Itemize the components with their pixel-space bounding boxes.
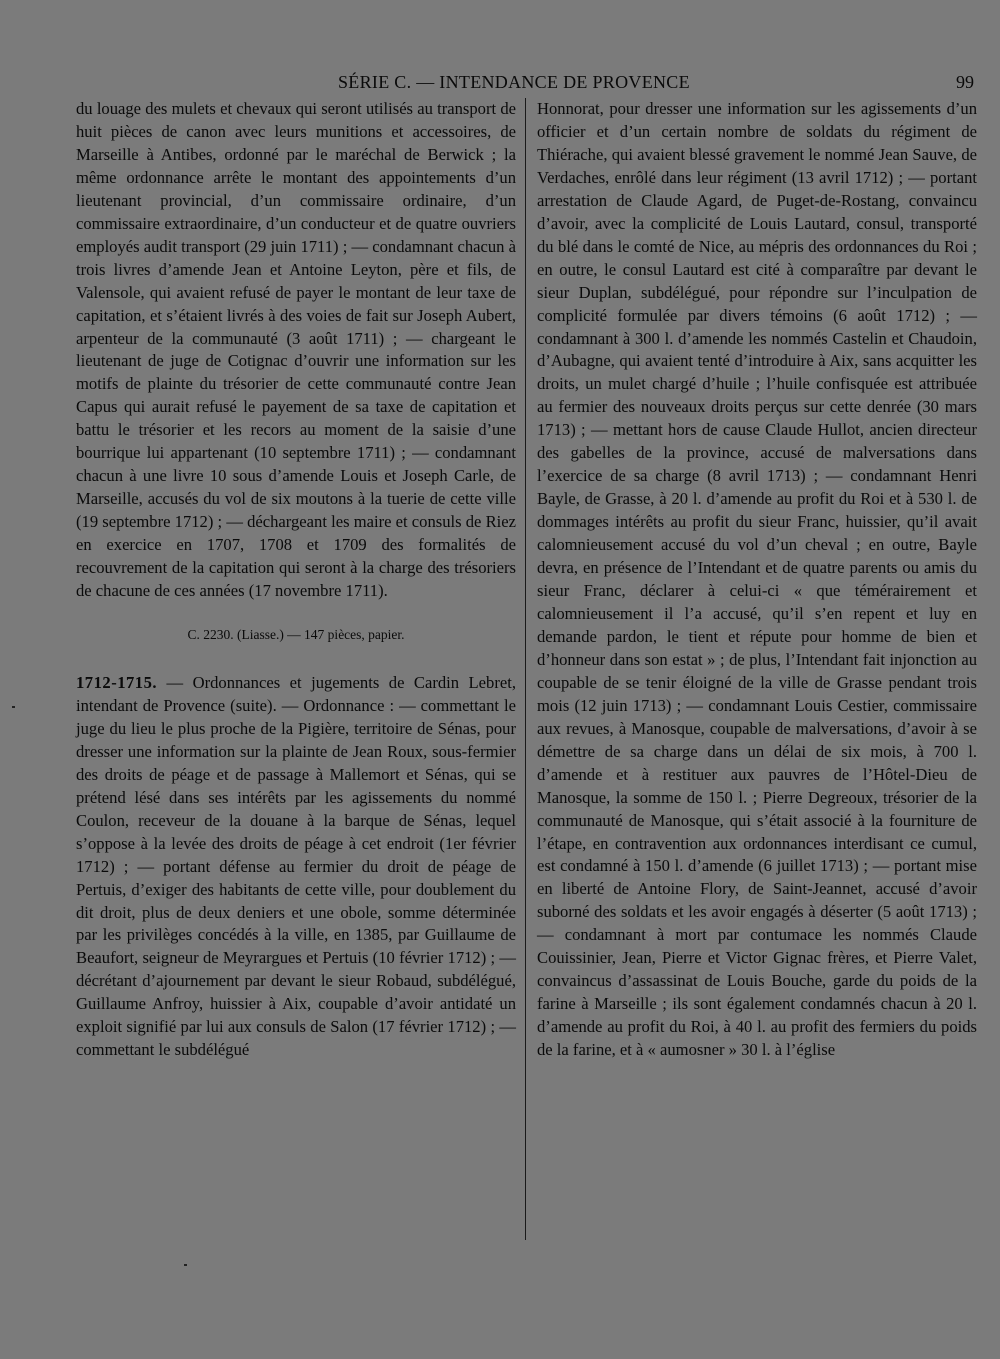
column-divider (525, 98, 526, 1240)
left-paragraph-1: du louage des mulets et chevaux qui seront utilisés au transport de huit pièces de canon avec leurs munitions et accessoires, de Marseille à Antibes, ordonné par le maréchal de Berwick ; la même ordonnance arrête le montant des appointements d’un lieutenant provincial, d’un commissaire ordinaire, d’un commissaire extraordinaire, d’un conducteur et de quatre ouvriers employés audit transport (29 juin 1711) ; — condamnant chacun à trois livres d’amende Jean et Antoine Leyton, père et fils, de Valensole, qui avaient refusé de payer le montant de leur taxe de capitation, et s’étaient livrés à des voies de fait sur Joseph Aubert, arpenteur de la communauté (3 août 1711) ; — chargeant le lieutenant de juge de Cotignac d’ouvrir une information sur les motifs de plainte du trésorier de cette communauté contre Jean Capus qui aurait refusé le payement de sa taxe de capitation et battu le trésorier et les recors au moment de la saisie d’une bourrique lui appartenant (10 septembre 1711) ; — condamnant chacun à une livre 10 sous d’amende Louis et Joseph Carle, de Marseille, accusés du vol de six moutons à la tuerie de cette ville (19 septembre 1712) ; — déchargeant les maire et consuls de Riez en exercice en 1707, 1708 et 1709 des formalités de recouvrement de la capitation qui seront à la charge des trésoriers de chacune de ces années (17 novembre 1711). (76, 99, 516, 601)
left-paragraph-2 (76, 672, 516, 1062)
right-paragraph-1: Honnorat, pour dresser une information sur les agissements d’un officier et d’un certain nombre de soldats du régiment de Thiérache, qui avaient blessé gravement le nommé Jean Sauve, de Verdaches, enrôlé dans leur régiment (13 avril 1712) ; — portant arrestation de Claude Agard, de Puget-de-Rostang, convaincu d’avoir, avec la complicité de Louis Lautard, consul, transporté du blé dans le comté de Nice, au mépris des ordonnances du Roi ; en outre, le consul Lautard est cité à comparaître par devant le sieur Duplan, subdélégué, pour répondre sur l’inculpation de complicité formulée par divers témoins (6 août 1712) ; — condamnant à 300 l. d’amende les nommés Castelin et Chaudoin, d’Aubagne, qui avaient tenté d’introduire à Aix, sans acquitter les droits, un mulet chargé d’huile ; l’huile confisquée est attribuée au fermier des nouveaux droits perçus sur cette denrée (30 mars 1713) ; — mettant hors de cause Claude Hullot, ancien directeur des gabelles de la province, accusé de malversations dans l’exercice de sa charge (8 avril 1713) ; — condamnant Henri Bayle, de Grasse, à 20 l. d’amende au profit du Roi et à 530 l. de dommages intérêts au profit du sieur Franc, huissier, qu’il avait calomnieusement accusé du vol d’un cheval ; en outre, Bayle devra, en présence de l’Intendant et de quatre parents ou amis du sieur Franc, déclarer à celui-ci « que témérairement et calomnieusement il l’a accusé, qu’il s’en repent et luy en demande pardon, le tient et répute pour homme de bien et d’honneur dans son estat » ; de plus, l’Intendant fait injonction au coupable de se tenir éloigné de la ville de Grasse pendant trois mois (12 juin 1713) ; — condamnant Louis Cestier, commissaire aux revues, à Manosque, coupable de malversations, d’avoir à se démettre de sa charge dans un délai de six mois, à 700 l. d’amende et à restituer aux pauvres de l’Hôtel-Dieu de Manosque, la somme de 150 l. ; Pierre Degreoux, trésorier de la communauté de Manosque, qui s’était associé à la fourniture de l’étape, en contravention aux ordonnances interdisant ce cumul, est condamné à 150 l. d’amende (6 juillet 1713) ; — portant mise en liberté de Antoine Flory, de Saint-Jeannet, accusé d’avoir suborné des soldats et les avoir engagés à déserter (5 août 1713) ; — condamnant à mort par contumace les nommés Claude Couissinier, Jean, Pierre et Victor Gignac frères, et Pierre Valet, convaincus d’assassinat de Louis Bouche, garde du poids de la farine à Marseille ; ils sont également condamnés chacun à 20 l. d’amende au profit du Roi, à 40 l. au profit des fermiers du poids de la farine, et à « aumosner » 30 l. à l’église (537, 99, 977, 1060)
scan-speck (184, 1264, 187, 1266)
right-column (537, 98, 977, 1062)
left-column (76, 98, 516, 1062)
header-title: SÉRIE C. — INTENDANCE DE PROVENCE (338, 72, 690, 92)
archive-caption: C. 2230. (Liasse.) — 147 pièces, papier. (187, 626, 405, 642)
running-header (0, 70, 1000, 96)
left-paragraph-2-text: — Ordonnances et jugements de Cardin Lebret, intendant de Provence (suite). — Ordonnance : — commettant le juge du lieu le plus proche de la Pigière, territoire de Sénas, pour dresser une information sur la plainte de Jean Roux, sous-fermier des droits de péage et de passage à Mallemort et Sénas, qui se prétend lésé dans ses intérêts par les agissements du nommé Coulon, receveur de la douane à la barque de Sénas, lequel s’oppose à la levée des droits de péage à cet endroit (1er février 1712) ; — portant défense au fermier du droit de péage de Pertuis, d’exiger des habitants de cette ville, pour doublement du dit droit, plus de deux deniers et une obole, somme déterminée par les privilèges concédés à la ville, en 1385, par Guillaume de Beaufort, seigneur de Meyrargues et Pertuis (10 février 1712) ; — décrétant d’ajournement par devant le sieur Robaud, subdélégué, Guillaume Anfroy, huissier à Aix, coupable d’avoir antidaté un exploit signifié par lui aux consuls de Salon (17 février 1712) ; — commettant le subdélégué (76, 672, 516, 1060)
page-number: 99 (956, 72, 974, 92)
date-range: 1712-1715. (76, 672, 158, 692)
scan-speck (12, 706, 15, 708)
